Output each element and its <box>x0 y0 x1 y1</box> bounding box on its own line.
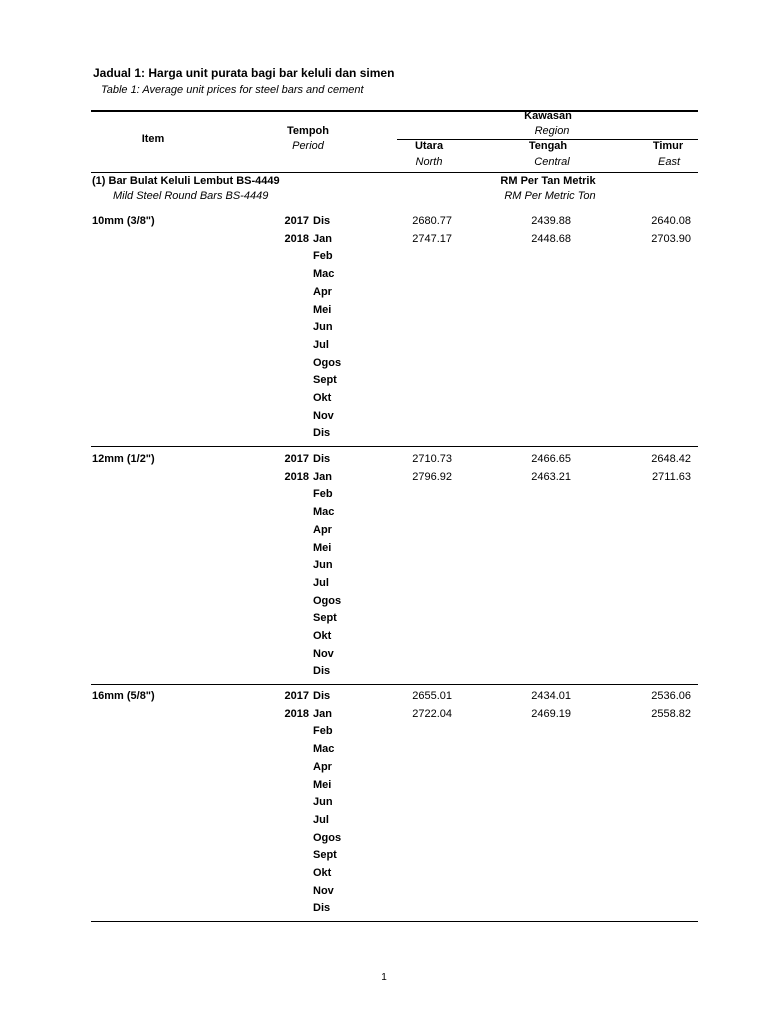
row-month: Jun <box>313 321 333 334</box>
row-month: Mei <box>313 303 332 316</box>
table-title: Jadual 1: Harga unit purata bagi bar keluli dan simen <box>93 66 395 80</box>
price-cell: 2439.88 <box>531 215 571 227</box>
row-month: Okt <box>313 392 332 404</box>
row-month: Apr <box>313 760 332 773</box>
section-rule <box>91 921 698 922</box>
header-east: East <box>657 156 681 168</box>
row-month: Mei <box>313 541 332 554</box>
row-month: Jul <box>313 813 329 826</box>
price-cell: 2655.01 <box>412 690 452 702</box>
category-subtitle: Mild Steel Round Bars BS-4449 <box>113 190 269 202</box>
price-cell: 2466.65 <box>531 453 571 465</box>
header-top-rule <box>91 110 698 112</box>
price-cell: 2463.21 <box>531 470 571 483</box>
header-central: Central <box>534 156 570 168</box>
row-month: Jan <box>313 707 332 720</box>
unit-label-en: RM Per Metric Ton <box>504 190 596 202</box>
price-cell: 2448.68 <box>531 232 571 245</box>
item-label: 16mm (5/8") <box>92 690 155 702</box>
price-cell: 2796.92 <box>412 470 452 483</box>
row-month: Dis <box>313 215 331 227</box>
item-label: 12mm (1/2") <box>92 453 155 465</box>
row-month: Nov <box>313 647 334 660</box>
header-kawasan: Kawasan <box>524 110 572 122</box>
unit-label: RM Per Tan Metrik <box>500 175 596 187</box>
row-month: Ogos <box>313 356 342 369</box>
price-cell: 2710.73 <box>412 453 452 465</box>
price-cell: 2680.77 <box>412 215 452 227</box>
row-month: Jan <box>313 232 332 245</box>
price-cell: 2703.90 <box>651 232 691 245</box>
price-cell: 2536.06 <box>651 690 691 702</box>
row-month: Apr <box>313 523 332 536</box>
header-bottom-rule <box>91 172 698 173</box>
row-month: Jun <box>313 559 333 572</box>
row-month: Sept <box>313 374 337 387</box>
row-month: Okt <box>313 630 332 642</box>
row-year: 2017 <box>284 215 309 227</box>
price-cell: 2648.42 <box>651 453 691 465</box>
section-rule <box>91 446 698 447</box>
row-month: Sept <box>313 612 337 625</box>
price-cell: 2722.04 <box>412 707 452 720</box>
row-month: Dis <box>313 453 331 465</box>
header-period: Period <box>292 140 324 152</box>
header-region: Region <box>534 125 570 137</box>
row-year: 2017 <box>284 453 309 465</box>
section-rule <box>91 684 698 685</box>
row-month: Nov <box>313 884 334 897</box>
header-item: Item <box>141 133 165 145</box>
row-month: Jan <box>313 470 332 483</box>
row-month: Jul <box>313 338 329 351</box>
row-month: Dis <box>313 427 331 440</box>
header-tengah: Tengah <box>528 140 568 152</box>
header-tempoh: Tempoh <box>287 125 329 137</box>
price-cell: 2558.82 <box>651 707 691 720</box>
row-month: Dis <box>313 690 331 702</box>
row-month: Mac <box>313 268 335 281</box>
header-north: North <box>415 156 443 168</box>
row-month: Nov <box>313 409 334 422</box>
row-month: Feb <box>313 725 333 738</box>
header-timur: Timur <box>652 140 684 152</box>
header-utara: Utara <box>414 140 444 152</box>
row-month: Mei <box>313 778 332 791</box>
price-cell: 2469.19 <box>531 707 571 720</box>
row-year: 2018 <box>284 232 309 245</box>
price-cell: 2711.63 <box>652 470 691 483</box>
item-label: 10mm (3/8") <box>92 215 155 227</box>
table-subtitle: Table 1: Average unit prices for steel bars and cement <box>101 84 364 96</box>
row-month: Ogos <box>313 594 342 607</box>
row-month: Mac <box>313 743 335 756</box>
row-month: Feb <box>313 250 333 263</box>
row-month: Apr <box>313 285 332 298</box>
row-year: 2018 <box>284 470 309 483</box>
row-month: Sept <box>313 849 337 862</box>
page-number: 1 <box>381 972 387 983</box>
row-year: 2018 <box>284 707 309 720</box>
row-month: Okt <box>313 867 332 879</box>
row-month: Jul <box>313 576 329 589</box>
price-cell: 2434.01 <box>531 690 571 702</box>
row-month: Ogos <box>313 831 342 844</box>
price-cell: 2640.08 <box>651 215 691 227</box>
row-year: 2017 <box>284 690 309 702</box>
row-month: Dis <box>313 902 331 915</box>
row-month: Feb <box>313 488 333 501</box>
row-month: Dis <box>313 665 331 678</box>
category-title: (1) Bar Bulat Keluli Lembut BS-4449 <box>92 175 280 187</box>
price-cell: 2747.17 <box>412 232 452 245</box>
row-month: Jun <box>313 796 333 809</box>
row-month: Mac <box>313 506 335 519</box>
